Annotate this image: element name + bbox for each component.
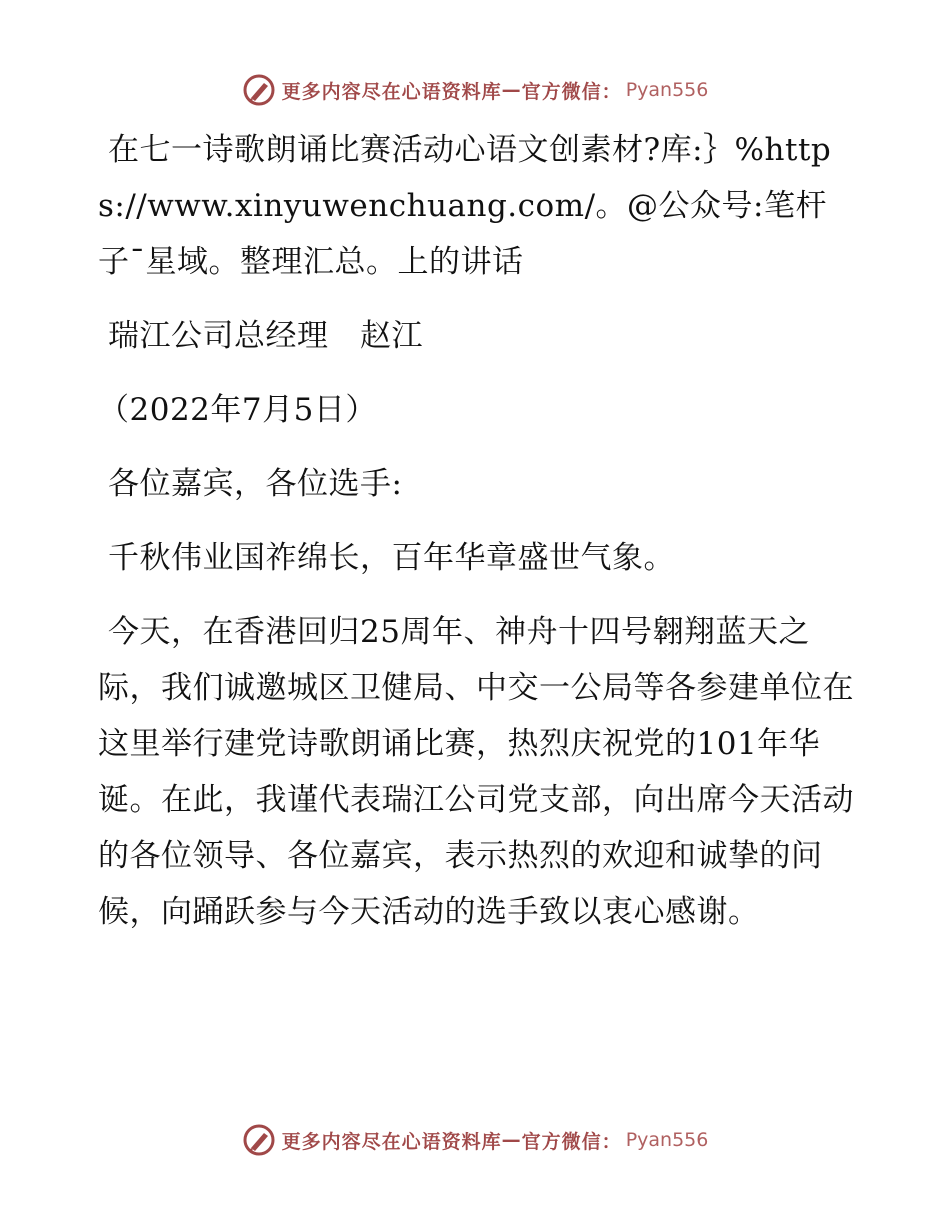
- pen-logo-icon: [242, 73, 276, 107]
- salutation: 各位嘉宾，各位选手:: [108, 466, 403, 502]
- watermark-text: 更多内容尽在心语资料库: [281, 1130, 502, 1153]
- watermark-wechat-id: Pyan556: [625, 79, 709, 101]
- pen-logo-icon: [242, 1123, 276, 1157]
- watermark-wechat-label: 官方微信：: [521, 80, 622, 103]
- watermark-dash: —: [501, 79, 522, 101]
- body-paragraph: 今天，在香港回归25周年、神舟十四号翱翔蓝天之际，我们诚邀城区卫健局、中交一公局等各参建单位在这里举行建党诗歌朗诵比赛，热烈庆祝党的101年华诞。在此，我谨代表瑞江公司党支部，向出席今天活动的各位领导、各位嘉宾，表示热烈的欢迎和诚挚的问候，向踊跃参与今天活动的选手致以衷心感谢。: [98, 614, 854, 930]
- watermark-dash: —: [501, 1129, 522, 1151]
- opening-line: 千秋伟业国祚绵长，百年华章盛世气象。: [108, 540, 675, 576]
- speech-date: （2022年7月5日）: [98, 392, 377, 428]
- watermark-wechat-id: Pyan556: [625, 1129, 709, 1151]
- watermark-text: 更多内容尽在心语资料库: [281, 80, 502, 103]
- speech-title: 在七一诗歌朗诵比赛活动心语文创素材?库:｝%https://www.xinyuwenchuang.com/。@公众号:笔杆子¯星域。整理汇总。上的讲话: [98, 132, 832, 280]
- watermark-wechat-label: 官方微信：: [521, 1130, 622, 1153]
- watermark-banner-bottom: [0, 1120, 950, 1160]
- document-body: [98, 122, 858, 958]
- speaker-line: 瑞江公司总经理 赵江: [108, 318, 423, 354]
- watermark-banner-top: [0, 70, 950, 110]
